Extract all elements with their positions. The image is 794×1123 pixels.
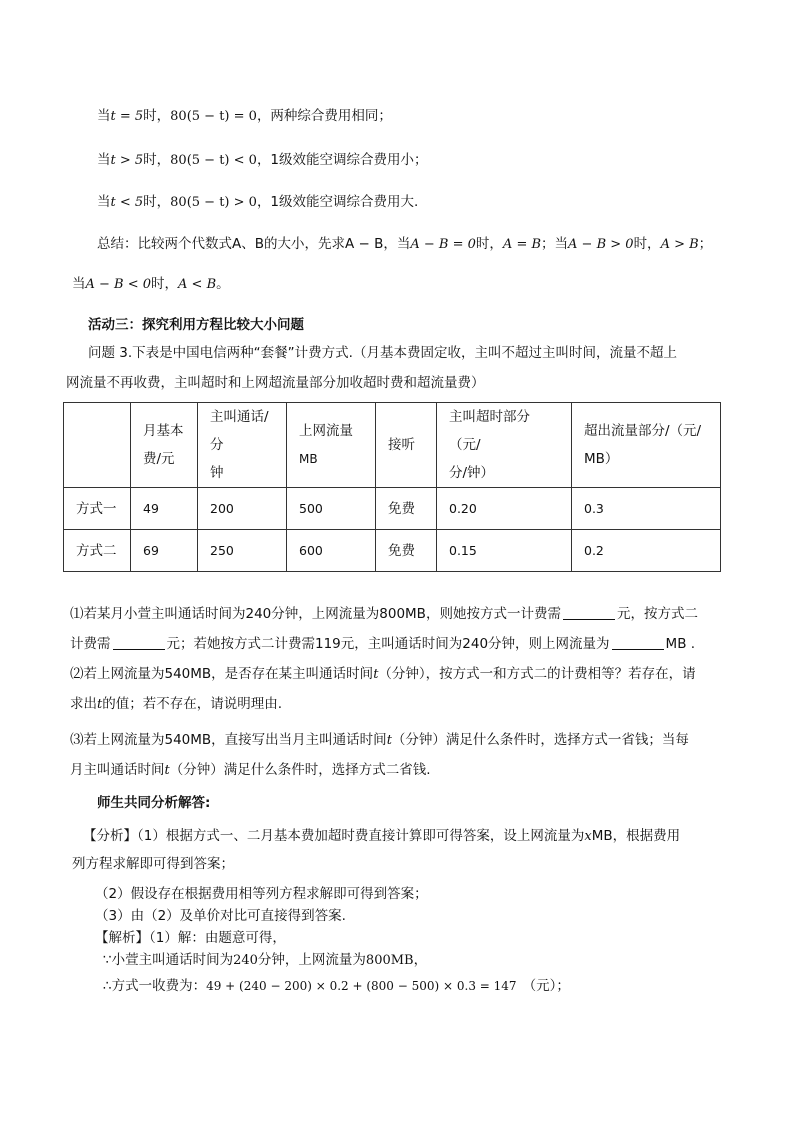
fee-table (63, 402, 721, 572)
summary-line-2: 当A − B < 0时，A < B。 (72, 276, 230, 292)
math-condition: t < 5 (110, 195, 144, 210)
activity-title: 活动三：探究利用方程比较大小问题 (88, 317, 304, 333)
table-header-cell: 上网流量 MB (287, 403, 376, 488)
answer-blank (563, 605, 615, 620)
question-3-line-1: ⑶若上网流量为540MB，直接写出当月主叫通话时间t（分钟）满足什么条件时，选择方式一省钱；当每 (70, 732, 689, 748)
condition-line-1: 当t = 5时，80(5 − t) = 0，两种综合费用相同； (97, 108, 392, 124)
question-2-line-1: ⑵若上网流量为540MB，是否存在某主叫通话时间t（分钟），按方式一和方式二的计费相等？若存在，请 (70, 666, 696, 682)
answer-blank (612, 635, 664, 650)
solution-line-1: 【解析】（1）解：由题意可得， (95, 930, 286, 946)
table-header-cell: 月基本 费/元 (131, 403, 198, 488)
table-row: 方式二 69 250 600 免费 0.15 0.2 (64, 530, 721, 572)
condition-line-2: 当t > 5时，80(5 − t) < 0，1级效能空调综合费用小； (97, 152, 428, 168)
table-header-cell: 主叫超时部分（元/ 分/钟） (437, 403, 572, 488)
solution-line-3: ∴方式一收费为：49 + (240 − 200) × 0.2 + (800 − 500) × 0.3 = 147 （元）； (103, 978, 570, 994)
analysis-line-2: 列方程求解即可得到答案； (72, 856, 234, 872)
question-1-line-2: 计费需 元；若她按方式二计费需119元，主叫通话时间为240分钟，则上网流量为 MB . (70, 636, 696, 652)
answer-blank (113, 635, 165, 650)
table-header-cell: 接听 (376, 403, 437, 488)
math-condition: t > 5 (110, 153, 144, 168)
question-1-line-1: ⑴若某月小萱主叫通话时间为240分钟，上网流量为800MB，则她按方式一计费需 元，按方式二 (70, 606, 698, 622)
question-2-line-2: 求出t的值；若不存在，请说明理由. (70, 696, 283, 712)
problem-line-2: 网流量不再收费，主叫超时和上网超流量部分加收超时费和超流量费） (66, 375, 485, 391)
analysis-line-4: （3）由（2）及单价对比可直接得到答案. (95, 908, 346, 924)
summary-line-1: 总结：比较两个代数式A、B的大小，先求A − B，当A − B = 0时，A = B；当A − B > 0时，A > B； (97, 236, 713, 252)
analysis-title: 师生共同分析解答: (97, 795, 211, 811)
table-header-cell: 主叫通话/分 钟 (198, 403, 287, 488)
math-expression: 80(5 − t) < 0 (170, 153, 257, 168)
analysis-line-3: （2）假设存在根据费用相等列方程求解即可得到答案； (95, 886, 428, 902)
analysis-line-1: 【分析】（1）根据方式一、二月基本费加超时费直接计算即可得答案，设上网流量为xMB，根据费用 (83, 828, 681, 844)
condition-line-3: 当t < 5时，80(5 − t) > 0，1级效能空调综合费用大. (97, 194, 419, 210)
math-expression: 80(5 − t) > 0 (170, 195, 257, 210)
math-expression: 49 + (240 − 200) × 0.2 + (800 − 500) × 0.3 = 147 (206, 979, 517, 993)
question-3-line-2: 月主叫通话时间t（分钟）满足什么条件时，选择方式二省钱. (70, 762, 431, 778)
solution-line-2: ∵小萱主叫通话时间为240分钟，上网流量为800MB， (103, 952, 428, 968)
table-row: 方式一 49 200 500 免费 0.20 0.3 (64, 488, 721, 530)
problem-line-1: 问题 3.下表是中国电信两种“套餐”计费方式.（月基本费固定收，主叫不超过主叫时间，流量不超上 (88, 345, 677, 361)
table-header-row (64, 403, 721, 488)
table-header-cell: 超出流量部分/（元/ MB） (572, 403, 721, 488)
math-condition: t = 5 (110, 109, 144, 124)
table-header-cell (64, 403, 131, 488)
math-expression: 80(5 − t) = 0 (170, 109, 257, 124)
